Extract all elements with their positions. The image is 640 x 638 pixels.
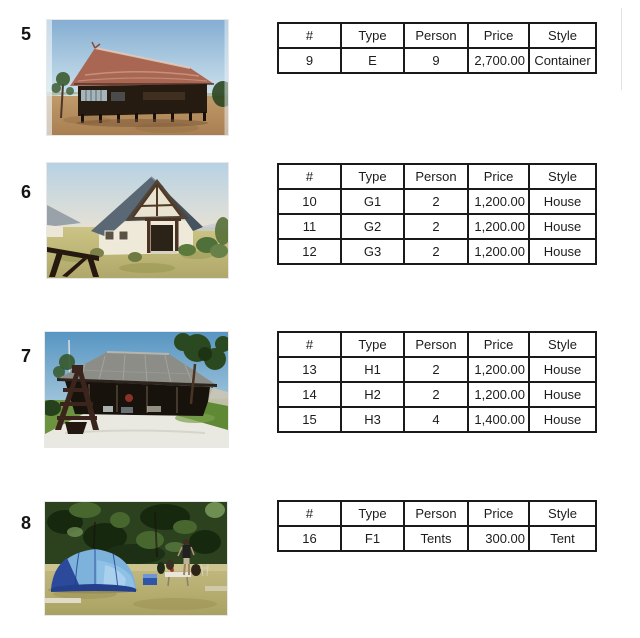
column-header-type: Type: [341, 501, 404, 526]
pricing-table-8: [277, 500, 597, 552]
column-header-price: Price: [468, 332, 529, 357]
cell-person: 2: [404, 239, 468, 264]
cell-type: H3: [341, 407, 404, 432]
cell-person: 2: [404, 214, 468, 239]
column-header-person: Person: [404, 23, 468, 48]
table-header-row: [278, 501, 596, 526]
column-header-price: Price: [468, 501, 529, 526]
photo-image: [45, 502, 227, 615]
column-header-style: Style: [529, 164, 596, 189]
cell-style: Tent: [529, 526, 596, 551]
cell-style: House: [529, 357, 596, 382]
column-header-style: Style: [529, 501, 596, 526]
cell-price: 1,200.00: [468, 357, 529, 382]
cell-number: 16: [278, 526, 341, 551]
cell-number: 14: [278, 382, 341, 407]
photo-image: [45, 332, 228, 447]
table-header-row: [278, 164, 596, 189]
cell-price: 1,200.00: [468, 382, 529, 407]
table-row: [278, 214, 596, 239]
photo-image: [47, 20, 228, 135]
column-header-price: Price: [468, 164, 529, 189]
scan-artifact-line: [621, 8, 622, 90]
table-row: [278, 407, 596, 432]
photo-house-g: [47, 163, 228, 278]
table-row: [278, 526, 596, 551]
section-number-7: 7: [21, 346, 32, 366]
column-header-style: Style: [529, 23, 596, 48]
cell-type: G2: [341, 214, 404, 239]
cell-style: House: [529, 214, 596, 239]
cell-price: 1,400.00: [468, 407, 529, 432]
column-header-price: Price: [468, 23, 529, 48]
table-row: [278, 48, 596, 73]
pricing-table-5: [277, 22, 597, 74]
cell-person: 4: [404, 407, 468, 432]
cell-style: House: [529, 382, 596, 407]
cell-price: 1,200.00: [468, 239, 529, 264]
table-header-row: [278, 23, 596, 48]
table-row: [278, 189, 596, 214]
section-number-8: 8: [21, 513, 32, 533]
pricing-table-7: [277, 331, 597, 433]
cell-person: Tents: [404, 526, 468, 551]
table-header-row: [278, 332, 596, 357]
table-row: [278, 239, 596, 264]
column-header-type: Type: [341, 164, 404, 189]
column-header-person: Person: [404, 501, 468, 526]
pricing-table-6: [277, 163, 597, 265]
column-header-type: Type: [341, 332, 404, 357]
photo-pavilion-house: [45, 332, 228, 447]
cell-style: House: [529, 189, 596, 214]
cell-number: 11: [278, 214, 341, 239]
cell-number: 15: [278, 407, 341, 432]
column-header-number: #: [278, 164, 341, 189]
cell-style: House: [529, 239, 596, 264]
cell-number: 9: [278, 48, 341, 73]
photo-image: [47, 163, 228, 278]
table-row: [278, 357, 596, 382]
column-header-type: Type: [341, 23, 404, 48]
cell-person: 2: [404, 357, 468, 382]
section-number-6: 6: [21, 182, 32, 202]
cell-number: 12: [278, 239, 341, 264]
cell-type: H1: [341, 357, 404, 382]
cell-person: 9: [404, 48, 468, 73]
column-header-number: #: [278, 23, 341, 48]
cell-type: G1: [341, 189, 404, 214]
table-row: [278, 382, 596, 407]
cell-price: 300.00: [468, 526, 529, 551]
cell-price: 1,200.00: [468, 189, 529, 214]
column-header-style: Style: [529, 332, 596, 357]
cell-type: G3: [341, 239, 404, 264]
column-header-person: Person: [404, 164, 468, 189]
column-header-number: #: [278, 332, 341, 357]
cell-number: 10: [278, 189, 341, 214]
column-header-person: Person: [404, 332, 468, 357]
cell-number: 13: [278, 357, 341, 382]
cell-type: F1: [341, 526, 404, 551]
cell-person: 2: [404, 382, 468, 407]
cell-price: 1,200.00: [468, 214, 529, 239]
photo-camping-tent: [45, 502, 227, 615]
column-header-number: #: [278, 501, 341, 526]
cell-style: House: [529, 407, 596, 432]
cell-person: 2: [404, 189, 468, 214]
section-number-5: 5: [21, 24, 32, 44]
cell-type: H2: [341, 382, 404, 407]
cell-style: Container: [529, 48, 596, 73]
photo-container-house: [47, 20, 228, 135]
cell-type: E: [341, 48, 404, 73]
cell-price: 2,700.00: [468, 48, 529, 73]
